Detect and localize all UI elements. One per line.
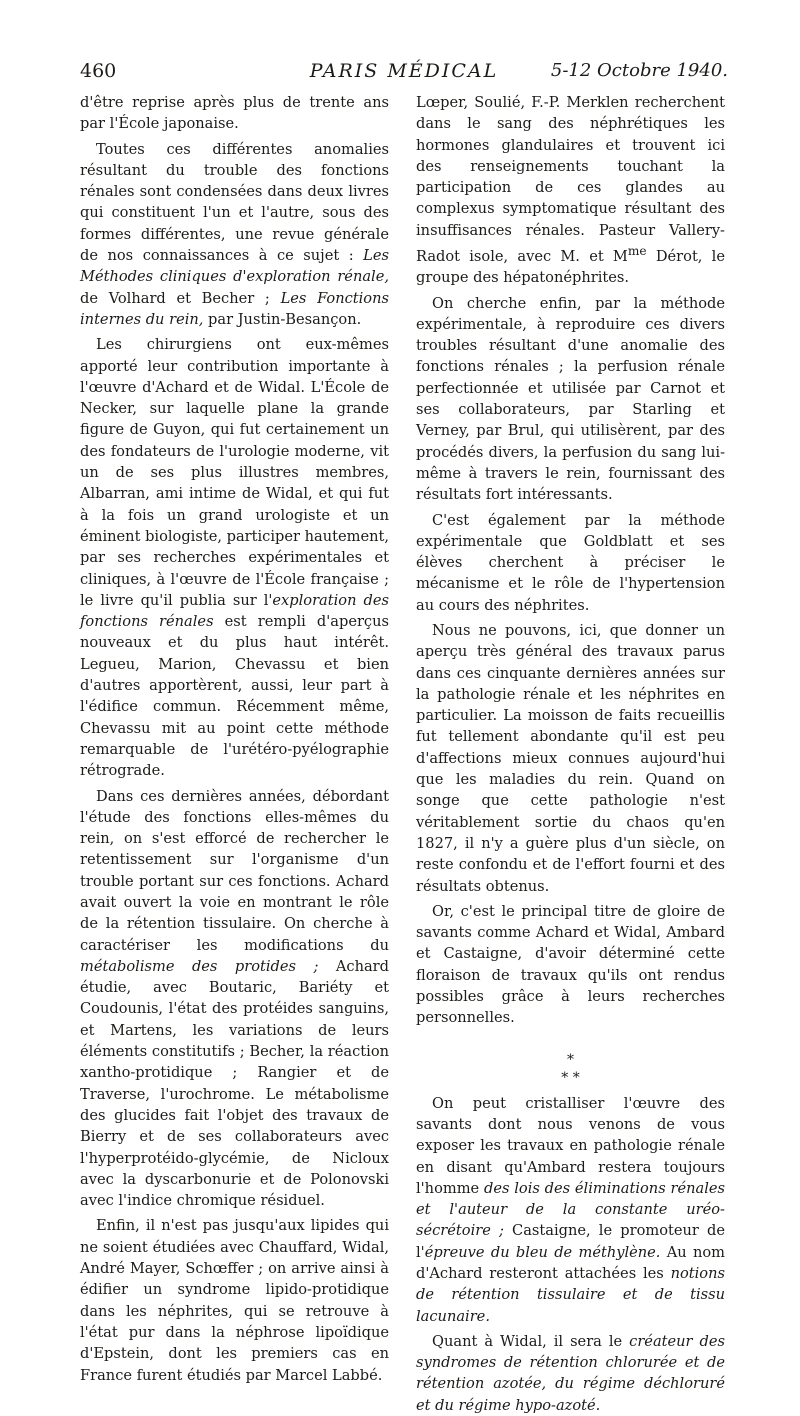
emphasis: des lois des éliminations rénales et l'auteur de la constante uréo-sécrétoire ; <box>416 1179 725 1240</box>
text-run: Castaigne, le promoteur de l' <box>416 1222 725 1261</box>
asterisk-top: * <box>567 1051 574 1068</box>
page-header <box>80 60 728 86</box>
paragraph <box>80 786 389 1212</box>
left-column <box>80 92 389 1386</box>
text-run: Dans ces dernières années, débordant l'étude des fonctions elles-mêmes du rein, on s'est efforcé de rechercher le retentissement sur l'organisme d'un trouble portant sur ces fonctions. Achard avait ouvert la voie en montrant le rôle de la rétention tissulaire. On cherche à caractériser les modifications du <box>80 787 389 954</box>
text-run: Au nom d'Achard resteront attachées les <box>416 1243 725 1282</box>
asterisk-bottom: * * <box>561 1069 580 1086</box>
text-run: On peut cristalliser l'œuvre des savants dont nous venons de vous exposer les travaux en pathologie rénale en disant qu'Ambard restera toujours l'homme <box>416 1094 725 1197</box>
text-run: Achard étudie, avec Boutaric, Bariéty et Coudounis, l'état des protéides sanguins, et Martens, les variations de leurs éléments constitutifs ; Becher, la réaction xantho-protidique ; Rangier et de Traverse, l'urochrome. Le métabolisme des glucides fait l'objet des travaux de Bierry et de ses collaborateurs avec l'hyperprotéido-glycémie, de Nicloux avec la dyscarbonurie et de Polonovski avec l'indice chromique résiduel. <box>80 957 389 1210</box>
paragraph <box>80 139 389 331</box>
emphasis: épreuve du bleu de méthylène. <box>424 1243 661 1261</box>
paragraph: d'être reprise après plus de trente ans par l'École japonaise. <box>80 94 389 133</box>
book-title: exploration des fonctions rénales <box>80 591 389 631</box>
paragraph: Or, c'est le principal titre de gloire de savants comme Achard et Widal, Ambard et Castaigne, d'avoir déterminé cette floraison de travaux qu'ils ont rendus possibles grâce à leurs recherches personnelles. <box>416 902 725 1027</box>
right-column <box>416 92 725 1416</box>
text-run: est rempli d'aperçus nouveaux et du plus haut intérêt. Legueu, Marion, Chevassu et bien d'autres apportèrent, aussi, leur part à l'édifice commun. Récemment même, Chevassu mit au point cette méthode remarquable de l'urétéro-pyélographie rétrograde. <box>80 613 389 780</box>
superscript: me <box>627 244 647 259</box>
text-run: Lœper, Soulié, F.-P. Merklen recherchent dans le sang des néphrétiques les hormones glandulaires et trouvent ici des renseignements touchant la participation de ces glandes au complexus symptomatique résultant des insuffisances rénales. Pasteur Vallery-Radot isole, avec M. et M <box>416 94 725 265</box>
text-run: Quant à Widal, il sera le <box>432 1332 630 1350</box>
book-title: Les Méthodes cliniques d'exploration rénale, <box>80 247 389 286</box>
paragraph <box>80 334 389 781</box>
text-run: par Justin-Besançon. <box>203 310 362 328</box>
emphasis: notions de rétention tissulaire et de tissu lacunaire. <box>416 1265 725 1325</box>
page-number: 460 <box>80 60 117 82</box>
paragraph <box>416 1331 725 1416</box>
text-run: Les chirurgiens ont eux-mêmes apporté leur contribution importante à l'œuvre d'Achard et de Widal. L'École de Necker, sur laquelle plane la grande figure de Guyon, qui fut certainement un des fondateurs de l'urologie moderne, vit un de ses plus illustres membres, Albarran, ami intime de Widal, et qui fut à la fois un grand urologiste et un éminent biologiste, participer hautement, par ses recherches expérimentales et cliniques, à l'œuvre de l'École française ; le livre qu'il publia sur l' <box>80 336 389 609</box>
text-run: de Volhard et Becher ; <box>80 289 281 307</box>
paragraph: Nous ne pouvons, ici, que donner un aperçu très général des travaux parus dans ces cinquante dernières années sur la pathologie rénale et les néphrites en particulier. La moisson de faits recueillis fut tellement abondante qu'il est peu d'affections mieux connues aujourd'hui que les maladies du rein. Quand on songe que cette pathologie n'est véritablement sortie du chaos qu'en 1827, il n'y a guère plus d'un siècle, on reste confondu et de l'effort fourni et des résultats obtenus. <box>416 621 725 895</box>
paragraph: C'est également par la méthode expérimentale que Goldblatt et ses élèves cherchent à préciser le mécanisme et le rôle de l'hypertension au cours des néphrites. <box>416 511 725 614</box>
emphasis: créateur des syndromes de rétention chlorurée et de rétention azotée, du régime déchloruré et du régime hypo-azoté. <box>416 1332 725 1414</box>
issue-date: 5-12 Octobre 1940. <box>550 60 728 81</box>
paragraph: Enfin, il n'est pas jusqu'aux lipides qui ne soient étudiées avec Chauffard, Widal, André Mayer, Schœffer ; on arrive ainsi à édifier un syndrome lipido-protidique dans les néphrites, qui se retrouve à l'état pur dans la néphrose lipoïdique d'Epstein, dont les premiers cas en France furent étudiés par Marcel Labbé. <box>80 1217 389 1384</box>
text-run: Dérot, le groupe des hépatonéphrites. <box>416 247 725 287</box>
journal-title: PARIS MÉDICAL <box>309 60 499 82</box>
paragraph <box>416 92 725 289</box>
paragraph <box>416 1093 725 1327</box>
text-run: Toutes ces différentes anomalies résultant du trouble des fonctions rénales sont condensées dans deux livres qui constituent l'un et l'autre, sous des formes différentes, une revue générale de nos connaissances à ce sujet : <box>80 140 389 265</box>
paragraph: On cherche enfin, par la méthode expérimentale, à reproduire ces divers troubles résultant d'une anomalie des fonctions rénales ; la perfusion rénale perfectionnée et utilisée par Carnot et ses collaborateurs, par Starling et Verney, par Brul, qui utilisèrent, par des procédés divers, la perfusion du sang lui-même à travers le rein, fournissant des résultats fort intéressants. <box>416 294 725 504</box>
section-separator <box>416 1029 725 1093</box>
emphasis: métabolisme des protides ; <box>80 957 319 975</box>
book-title: Les Fonctions internes du rein, <box>80 289 389 328</box>
